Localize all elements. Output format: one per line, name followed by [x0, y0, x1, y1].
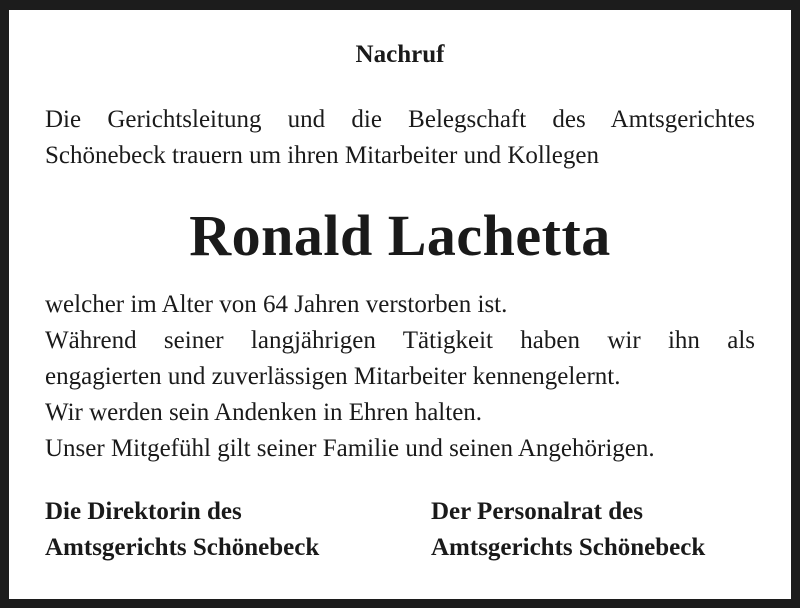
notice-heading: Nachruf — [355, 41, 445, 68]
intro-paragraph — [45, 102, 755, 174]
intro-line: Die Gerichtsleitung und die Belegschaft des Amtsgerichtes — [45, 106, 755, 133]
signature-staff-council — [431, 494, 705, 566]
body-line: engagierten und zuverlässigen Mitarbeiter kennengelernt. — [45, 363, 621, 390]
signature-line: Amtsgerichts Schönebeck — [431, 534, 706, 561]
body-line: Während seiner langjährigen Tätigkeit haben wir ihn als — [45, 327, 755, 354]
body-line: Unser Mitgefühl gilt seiner Familie und seinen Angehörigen. — [45, 435, 655, 462]
body-paragraph — [45, 287, 755, 467]
body-line: welcher im Alter von 64 Jahren verstorben ist. — [45, 291, 508, 318]
signature-director — [45, 494, 319, 566]
intro-line: Schönebeck trauern um ihren Mitarbeiter und Kollegen — [45, 142, 599, 169]
signature-line: Amtsgerichts Schönebeck — [45, 534, 320, 561]
body-line: Wir werden sein Andenken in Ehren halten. — [45, 399, 483, 426]
deceased-name: Ronald Lachetta — [189, 203, 611, 268]
signature-line: Die Direktorin des — [45, 498, 242, 525]
signature-line: Der Personalrat des — [431, 498, 643, 525]
